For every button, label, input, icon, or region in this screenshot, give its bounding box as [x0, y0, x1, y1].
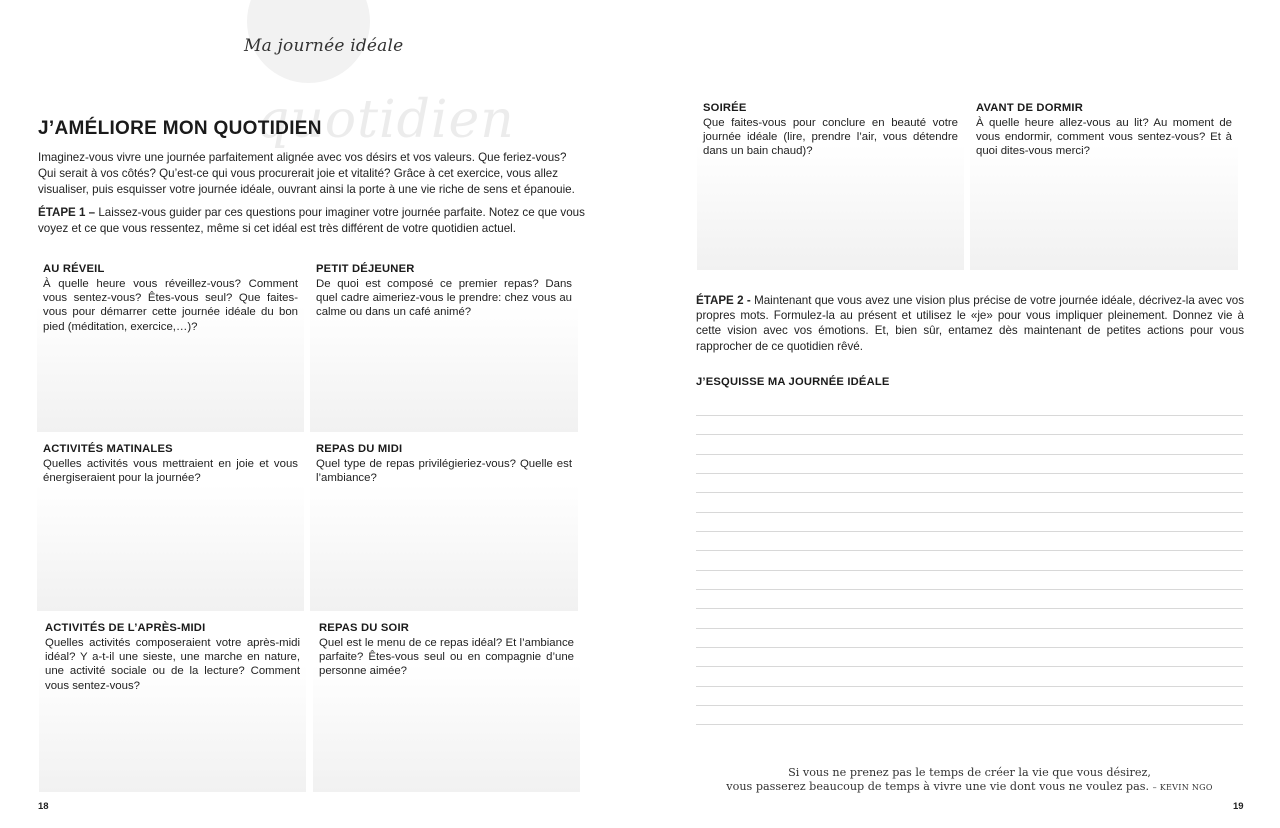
box-title: REPAS DU MIDI [316, 443, 403, 455]
step2-paragraph [696, 293, 1244, 354]
writing-line [696, 570, 1243, 571]
quote [696, 766, 1243, 795]
writing-line [696, 666, 1243, 667]
step1-text: Laissez-vous guider par ces questions pour imaginer votre journée parfaite. Notez ce que vous voyez et ce que vous ressentez, même si cet idéal est très différent de votre quotidien actuel. [38, 206, 585, 236]
page-number: 18 [38, 801, 49, 812]
box-text: Quel type de repas privilégieriez-vous? Quelle est l’ambiance? [316, 458, 572, 485]
box-text: De quoi est composé ce premier repas? Dans quel cadre aimeriez-vous le prendre: chez vous au calme ou dans un café animé? [316, 278, 572, 319]
box-petit-dejeuner[interactable] [310, 263, 578, 432]
box-text: À quelle heure vous réveillez-vous? Comment vous sentez-vous? Êtes-vous seul? Que faites-vous pour démarrer cette journée idéale du bon pied (méditation, exercice,…)? [43, 278, 298, 333]
writing-line [696, 415, 1243, 416]
step1-label: ÉTAPE 1 – [38, 206, 96, 219]
writing-line [696, 628, 1243, 629]
step1-paragraph [38, 205, 586, 237]
quote-line-1: Si vous ne prenez pas le temps de créer la vie que vous désirez, [788, 766, 1151, 779]
page-number: 19 [1233, 801, 1244, 812]
writing-line [696, 647, 1243, 648]
writing-line [696, 531, 1243, 532]
writing-line [696, 686, 1243, 687]
step2-label: ÉTAPE 2 - [696, 294, 751, 307]
box-title: ACTIVITÉS MATINALES [43, 443, 173, 455]
writing-line [696, 434, 1243, 435]
box-title: PETIT DÉJEUNER [316, 263, 415, 275]
box-avant-de-dormir[interactable] [970, 102, 1238, 270]
box-activites-matinales[interactable] [37, 443, 304, 611]
box-title: REPAS DU SOIR [319, 622, 410, 634]
step2-text: Maintenant que vous avez une vision plus précise de votre journée idéale, décrivez-la avec vos propres mots. Formulez-la au présent et utilisez le «je» pour vous impliquer pleinement. Donnez vie à cette vision avec vos émotions. Et, bien sûr, entamez dès maintenant de petites actions pour vous rapprocher de ce quotidien rêvé. [696, 294, 1244, 353]
box-title: AU RÉVEIL [43, 263, 105, 275]
writing-line [696, 550, 1243, 551]
watermark-text: quotidien [256, 90, 515, 150]
quote-author: – KEVIN NGO [1152, 783, 1213, 792]
box-au-reveil[interactable] [37, 263, 304, 432]
section-script-title: Ma journée idéale [244, 36, 404, 56]
box-text: Quel est le menu de ce repas idéal? Et l’ambiance parfaite? Êtes-vous seul ou en compagnie d’une personne aimée? [319, 637, 574, 678]
box-activites-apres-midi[interactable] [39, 622, 306, 792]
box-repas-du-midi[interactable] [310, 443, 578, 611]
box-text: À quelle heure allez-vous au lit? Au moment de vous endormir, comment vous sentez-vous? Et à quoi dites-vous merci? [976, 117, 1232, 158]
box-text: Quelles activités vous mettraient en joie et vous énergiseraient pour la journée? [43, 458, 298, 485]
intro-paragraph: Imaginez-vous vivre une journée parfaitement alignée avec vos désirs et vos valeurs. Que feriez-vous? Qui serait à vos côtés? Qu’est-ce qui vous procurerait joie et vitalité? Grâce à cet exercice, vous allez visualiser, puis esquisser votre journée idéale, ouvrant ainsi la porte à une vie riche de sens et épanouie. [38, 151, 575, 197]
box-text: Quelles activités composeraient votre après-midi idéal? Y a-t-il une sieste, une marche en nature, une activité sociale ou de la lecture? Comment vous sentez-vous? [45, 637, 300, 692]
box-title: ACTIVITÉS DE L’APRÈS-MIDI [45, 622, 206, 634]
writing-line [696, 724, 1243, 725]
writing-line [696, 589, 1243, 590]
writing-lines[interactable] [696, 396, 1243, 726]
box-soiree[interactable] [697, 102, 964, 270]
box-title: AVANT DE DORMIR [976, 102, 1083, 114]
box-repas-du-soir[interactable] [313, 622, 580, 792]
page-title: J’AMÉLIORE MON QUOTIDIEN [38, 118, 322, 139]
sketch-title: J’ESQUISSE MA JOURNÉE IDÉALE [696, 376, 890, 388]
box-text: Que faites-vous pour conclure en beauté votre journée idéale (lire, prendre l’air, vous détendre dans un bain chaud)? [703, 117, 958, 158]
box-title: SOIRÉE [703, 102, 747, 114]
writing-line [696, 512, 1243, 513]
writing-line [696, 705, 1243, 706]
writing-line [696, 492, 1243, 493]
writing-line [696, 454, 1243, 455]
writing-line [696, 608, 1243, 609]
writing-line [696, 473, 1243, 474]
quote-line-2 [696, 780, 1243, 795]
quote-line-2-text: vous passerez beaucoup de temps à vivre une vie dont vous ne voulez pas. [726, 780, 1150, 793]
